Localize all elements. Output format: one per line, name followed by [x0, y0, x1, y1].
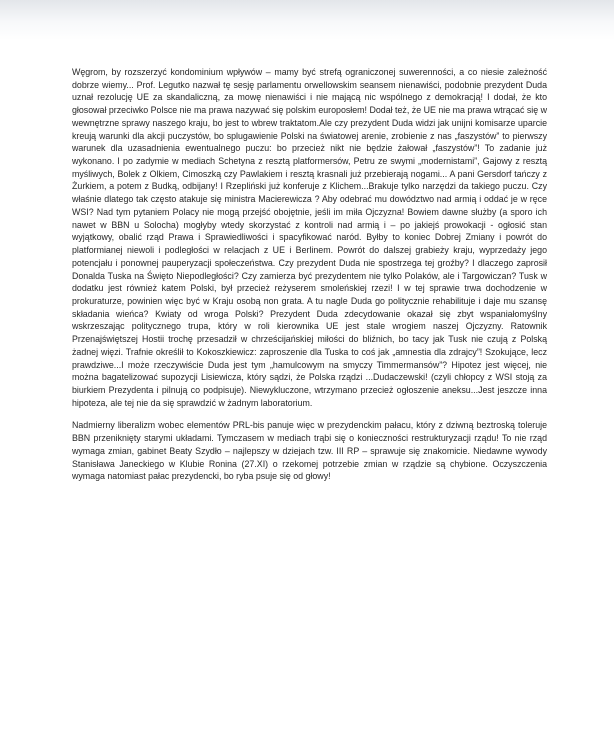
- paragraph-1: Węgrom, by rozszerzyć kondominium wpływów – mamy być strefą ograniczonej suwerenności, a co niesie zależność dobrze wiemy... Prof. Legutko nazwał tę sesję parlamentu orwellowskim seansem nienawiści, podobnie prezydent Duda uznał rezolucję UE za skandaliczną, za mowę nienawiści i nie mającą nic wspólnego z demokracją! I dodał, że kto głosował przeciwko Polsce nie ma prawa nazywać się polskim europosłem! Dodał też, że UE nie ma prawa wtrącać się w wewnętrzne sprawy naszego kraju, bo jest to wbrew traktatom.Ale czy prezydent Duda widzi jak unijni komisarze uparcie kreują warunki dla akcji puczystów, bo splugawienie Polski na światowej arenie, zrobienie z nas „faszystów” to pierwszy warunek dla uzasadnienia ewentualnego puczu: bo przecież nikt nie będzie żałował „faszystów”! To zadanie już wykonano. I po zadymie w mediach Schetyna z resztą platformersów, Petru ze swymi „modernistami”, Gajowy z resztą myśliwych, Bolek z Olkiem, Cimoszką czy Pawlakiem i resztą krasnali już przebierają nogami... A pani Gersdorf tańczy z Żurkiem, a potem z Budką, odbijany! I Rzepliński już konferuje z Klichem...Brakuje tylko narzędzi da takiego puczu. Czy właśnie dlatego tak często atakuje się ministra Macierewicza ? Aby odebrać mu dowództwo nad armią i oddać je w ręce WSI? Nad tym pytaniem Polacy nie mogą przejść obojętnie, jeśli im miła Ojczyzna! Bowiem dawne służby (a sporo ich nawet w BBN u Solocha) mogłyby wtedy skorzystać z kontroli nad armią i – po jakiejś prowokacji - ogłosić stan wyjątkowy, obalić rząd Prawa i Sprawiedliwości i spacyfikować naród. Byłby to koniec Dobrej Zmiany i powrót do platformianej niewoli i podległości w relacjach z UE i Berlinem. Powrót do dalszej grabieży kraju, wyprzedaży jego potencjału i ponownej pauperyzacji społeczeństwa. Czy prezydent Duda nie spostrzega tej groźby? I dlaczego zaprosił Donalda Tuska na Święto Niepodległości? Czy zamierza być prezydentem nie tylko Polaków, ale i Targowiczan? Tusk w dodatku jest również katem Polski, był przecież reżyserem smoleńskiej rzezi! I w tej sprawie trwa dochodzenie w prokuraturze, powinien więc być w Kraju osobą non grata. A tu nagle Duda go politycznie rehabilituje i daje mu szansę składania wieńca? Kwiaty od wroga Polski? Prezydent Duda zdecydowanie okazał się zbyt wspaniałomyślny wskrzeszając politycznego trupa, który w roli kierownika UE jest stale wrogiem naszej Ojczyzny. Ratownik Przenajświętszej Hostii trochę przesadził w chrześcijańskiej miłości do bliźnich, bo tacy jak Tusk nie czują z Polską żadnej więzi. Trafnie określił to Kokoszkiewicz: zaproszenie dla Tuska to coś jak „amnestia dla zdrajcy”! Szokujące, lecz prawdziwe...I może rzeczywiście Duda jest tym „hamulcowym na smyczy Timmermansów”? Hipotez jest więcej, nie można bagatelizować supozycji Lisiewicza, który sądzi, że Polska rządzi ...Dudaczewski! (czyli chłopcy z WSI stoją za biurkiem Prezydenta i pilnują co podpisuje). Niewykluczone, wtrzymano przecież ogłoszenie aneksu...Jest jeszcze inna hipoteza, ale tej nie da się sprawdzić w żadnym laboratorium.: [72, 67, 547, 408]
- paragraph-2: Nadmierny liberalizm wobec elementów PRL-bis panuje więc w prezydenckim pałacu, który z dziwną beztroską toleruje BBN przeniknięty starymi układami. Tymczasem w mediach trąbi się o konieczności restrukturyzacji rządu! To nie rząd wymaga zmian, gabinet Beaty Szydło – najlepszy w dziejach tzw. III RP – sprawuje się znakomicie. Niedawne wywody Stanisława Janeckiego w Klubie Ronina (27.XI) o rzekomej potrzebie zmian w rządzie są chybione. Oczyszczenia wymaga natomiast pałac prezydencki, bo ryba psuje się od głowy!: [72, 420, 547, 482]
- document-body: [72, 66, 547, 483]
